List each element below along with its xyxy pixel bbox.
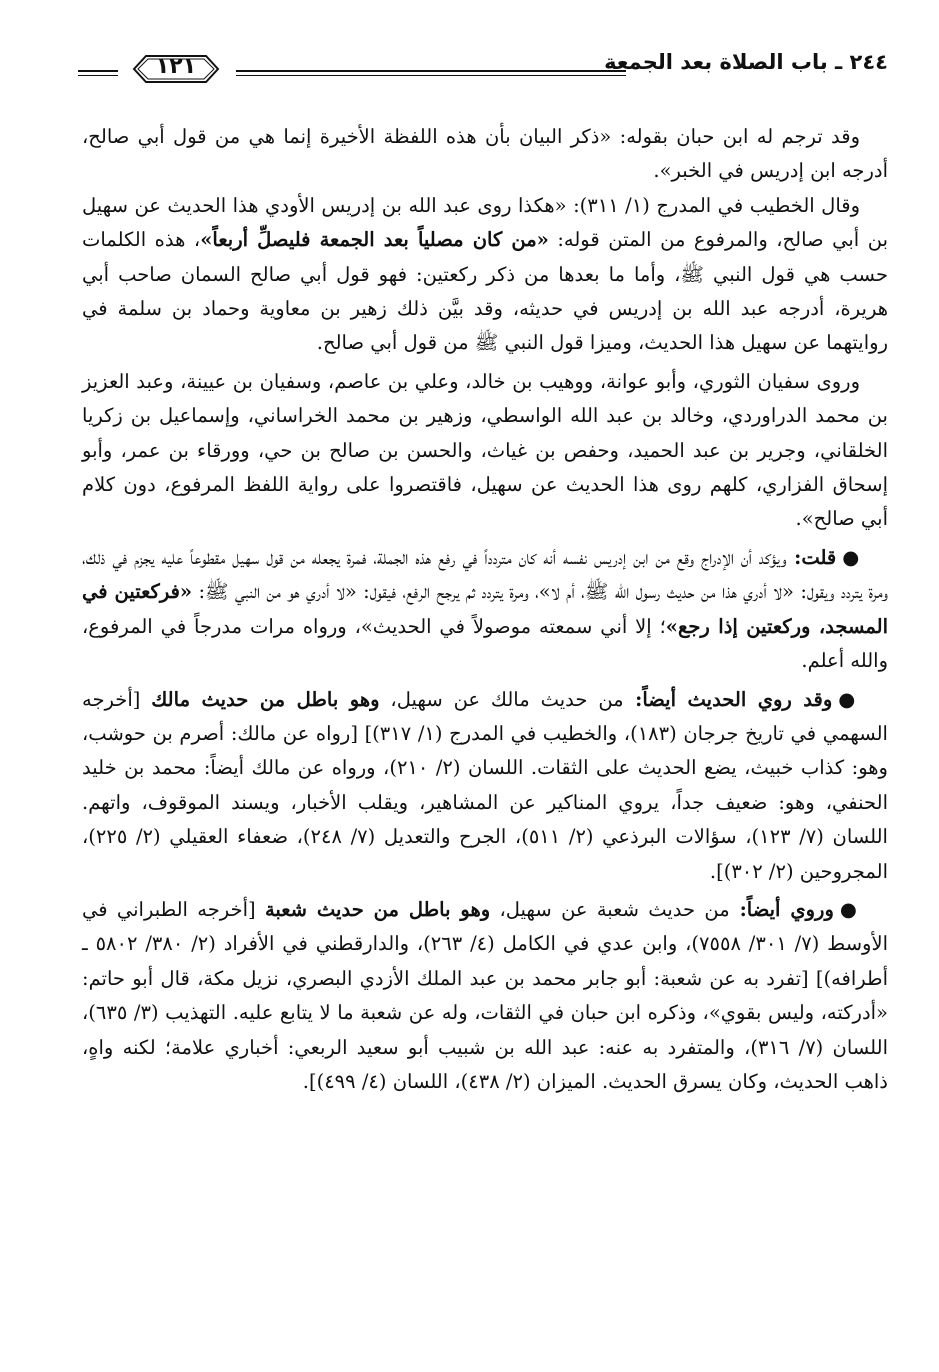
bold-text: «فركعتين في المسجد، وركعتين إذا رجع» bbox=[82, 580, 888, 638]
text-run: ؛ إلا أني سمعته موصولاً في الحديث»، ورواه مرات مدرجاً في المرفوع، والله أعلم. bbox=[82, 614, 888, 673]
paragraph bbox=[82, 189, 888, 361]
bullet-icon: ● bbox=[838, 687, 860, 711]
text-run: ، هذه الكلمات حسب هي قول النبي ﷺ، وأما ما بعدها من ذكر ركعتين: فهو قول أبي صالح السمان صاحب أبي هريرة، أدرجه عبد الله بن إدريس في حديثه، وقد بيَّن ذلك زهير بن معاوية وحماد بن سلمة في روايتهما عن سهيل هذا الحديث، وميزا قول النبي ﷺ من قول أبي صالح. bbox=[82, 228, 888, 355]
text-run: [أخرجه الطبراني في الأوسط (٧/ ٣٠١/ ٧٥٥٨)، وابن عدي في الكامل (٤/ ٢٦٣)، والدارقطني في الأفراد (٢/ ٣٨٠/ ٥٨٠٢ ـ أطرافه)] [تفرد به عن شعبة: أبو جابر محمد بن عبد الملك الأزدي البصري، نزيل مكة، قال أبو حاتم: «أدركته، وليس بقوي»، وذكره ابن حبان في الثقات، وله عن شعبة ما لا يتابع عليه. التهذيب (٣/ ٦٣٥)، اللسان (٧/ ٣١٦)، والمتفرد به عنه: عبد الله بن شبيب أبو سعيد الربعي: أخباري علامة؛ لكنه واهٍ، ذاهب الحديث، وكان يسرق الحديث. الميزان (٢/ ٤٣٨)، اللسان (٤/ ٤٩٩)]. bbox=[82, 897, 889, 1093]
text-run: وقد ترجم له ابن حبان بقوله: «ذكر البيان بأن هذه اللفظة الأخيرة إنما هي من قول أبي صالح، أدرجه ابن إدريس في الخبر». bbox=[82, 125, 888, 183]
paragraph bbox=[82, 365, 888, 537]
paragraph bbox=[82, 893, 888, 1099]
page-number-badge bbox=[124, 52, 228, 86]
text-run: من حديث مالك عن سهيل، bbox=[379, 687, 624, 711]
paragraph bbox=[82, 683, 888, 889]
text-run: [أخرجه السهمي في تاريخ جرجان (١٨٣)، والخطيب في المدرج (١/ ٣١٧)] [رواه عن مالك: أصرم بن حوشب، وهو: كذاب خبيث، يضع الحديث على الثقات. اللسان (٢/ ٢١٠)، ورواه عن مالك أيضاً: محمد بن خليد الحنفي، وهو: ضعيف جداً، يروي المناكير عن المشاهير، ويقلب الأخبار، ويسند الموقوف، واتهم. اللسان (٧/ ١٢٣)، سؤالات البرذعي (٢/ ٥١١)، الجرح والتعديل (٧/ ٢٤٨)، ضعفاء العقيلي (٢/ ٢٢٥)، المجروحين (٢/ ٣٠٢)]. bbox=[82, 687, 888, 883]
bold-text: قلت: bbox=[786, 545, 837, 569]
bullet-icon: ● bbox=[839, 897, 861, 921]
bold-text: وهو باطل من حديث مالك bbox=[151, 687, 380, 711]
page-header bbox=[78, 46, 888, 86]
bold-text: وقد روي الحديث أيضاً: bbox=[623, 687, 833, 711]
bold-text: وروي أيضاً: bbox=[729, 897, 834, 921]
page-body bbox=[82, 120, 888, 1099]
bold-text: وهو باطل من حديث شعبة bbox=[264, 897, 491, 921]
text-run: ويؤكد أن الإدراج وقع من ابن إدريس نفسه أنه كان متردداً في رفع هذه الجملة، فمرة يجعله من قول سهيل مقطوعاً عليه يجزم في ذلك، ومرة يتردد ويقول: «لا أدري هذا من حديث رسول الله ﷺ، أم لا»، ومرة يتردد ثم يرجح الرفع، فيقول: «لا أدري هو من النبي ﷺ: bbox=[82, 545, 889, 604]
page-number: ١٢١ bbox=[155, 54, 197, 79]
bullet-icon: ● bbox=[842, 545, 861, 569]
bold-text: «من كان مصلياً بعد الجمعة فليصلِّ أربعاً» bbox=[200, 228, 549, 252]
text-run: وروى سفيان الثوري، وأبو عوانة، ووهيب بن خالد، وعلي بن عاصم، وسفيان بن عيينة، وعبد العزيز بن محمد الدراوردي، وخالد بن عبد الله الواسطي، وزهير بن محمد الخراساني، وإسماعيل بن زكريا الخلقاني، وجرير بن عبد الحميد، وحفص بن غياث، والحسن بن صالح بن حي، وورقاء بن عمر، وأبو إسحاق الفزاري، كلهم روى هذا الحديث عن سهيل، فاقتصروا على رواية اللفظ المرفوع، دون كلام أبي صالح». bbox=[82, 369, 888, 531]
paragraph bbox=[82, 120, 888, 189]
text-run: من حديث شعبة عن سهيل، bbox=[490, 897, 730, 921]
header-rule-left bbox=[78, 70, 118, 76]
header-rule-right bbox=[236, 70, 626, 76]
paragraph bbox=[82, 541, 888, 679]
text-run: وقال الخطيب في المدرج (١/ ٣١١): «هكذا روى عبد الله بن إدريس الأودي هذا الحديث عن سهيل بن أبي صالح، والمرفوع من المتن قوله: bbox=[82, 193, 888, 252]
running-title: ٢٤٤ ـ باب الصلاة بعد الجمعة bbox=[604, 50, 888, 74]
